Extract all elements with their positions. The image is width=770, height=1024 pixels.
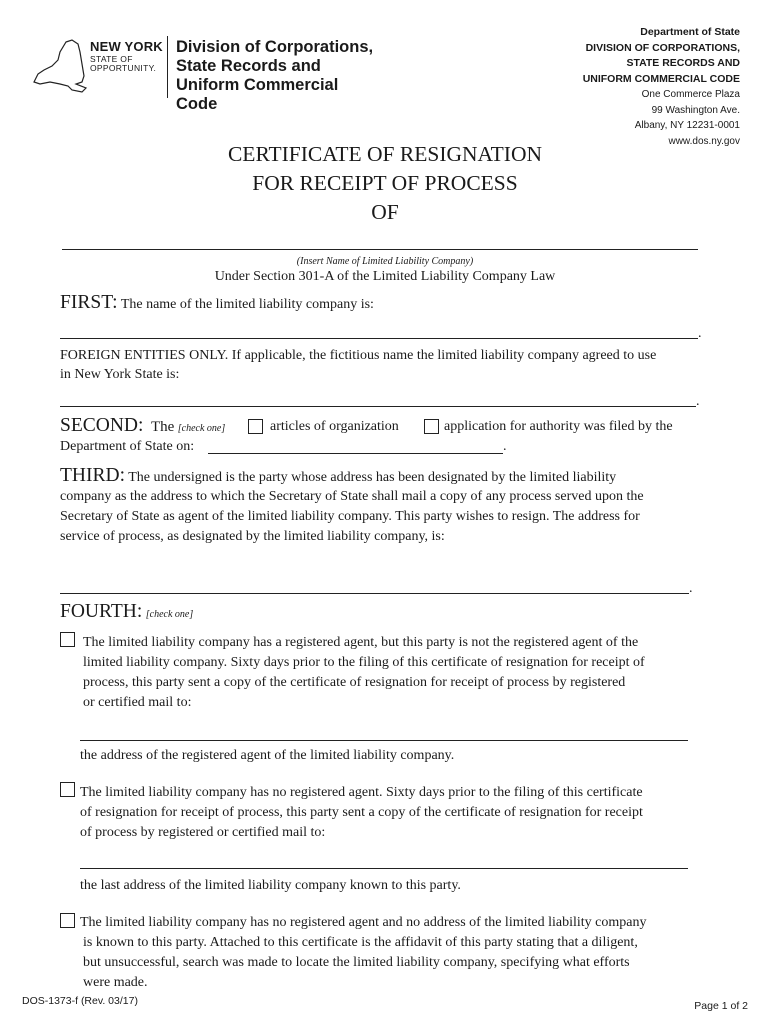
third-line1: The undersigned is the party whose address has been designated by the limited liability [128,470,617,485]
document-title [0,140,770,227]
fourth-section [60,602,193,624]
articles-of-organization-checkbox[interactable] [248,419,263,439]
dept-line6: 99 Washington Ave. [651,104,740,116]
title-line3: OF [371,200,399,224]
fictitious-name-field[interactable] [60,406,696,407]
application-for-authority-label: application for authority was filed by the [444,419,673,434]
fourth-option1 [83,633,723,713]
fourth-option1-caption: the address of the registered agent of the limited liability company. [80,748,455,763]
second-end-mark: . [503,439,507,454]
under-section-text: Under Section 301-A of the Limited Liability Company Law [214,269,556,284]
page-number: Page 1 of 2 [694,1000,748,1012]
fourth-label: FOURTH: [60,601,143,622]
dept-line7: Albany, NY 12231-0001 [634,120,740,131]
articles-of-organization-label: articles of organization [270,419,399,434]
second-the: The [150,419,175,435]
title-line1: CERTIFICATE OF RESIGNATION [227,142,543,166]
third-label: THIRD: [60,465,125,486]
division-name [176,38,382,114]
foreign-line2: in New York State is: [60,367,180,382]
third-line4: service of process, as designated by the limited liability company, is: [60,529,445,544]
fourth-option2-line2: of resignation for receipt of process, this party sent a copy of the certificate of resignation for receipt [80,805,643,820]
dept-line3: STATE RECORDS AND [626,57,740,69]
insert-name-note: (Insert Name of Limited Liability Company) [296,256,474,267]
dept-website: www.dos.ny.gov [668,135,740,147]
company-name-field[interactable] [62,249,698,250]
new-york-state-map-icon [32,38,90,96]
fourth-option1-line2: limited liability company. Sixty days prior to the filing of this certificate of resignation for receipt of [83,655,645,670]
ny-wordmark-title: NEW YORK [90,39,163,54]
form-id: DOS-1373-f (Rev. 03/17) [22,995,138,1007]
service-address-field[interactable] [60,593,689,594]
second-check-one: [check one] [177,423,226,434]
dept-line1: Department of State [640,26,740,38]
division-line1: Division of Corporations, [176,38,374,56]
fourth-check-one: [check one] [145,609,194,620]
title-line2: FOR RECEIPT OF PROCESS [252,171,518,195]
department-address [583,25,740,149]
dept-line5: One Commerce Plaza [641,89,740,100]
dept-line2: DIVISION OF CORPORATIONS, [585,41,740,54]
foreign-line1: FOREIGN ENTITIES ONLY. If applicable, the fictitious name the limited liability company agreed to use [60,348,657,363]
fourth-option3-line1: The limited liability company has no registered agent and no address of the limited liability company [80,915,647,930]
fourth-option3-line3: but unsuccessful, search was made to locate the limited liability company, specifying what efforts [83,955,630,970]
fourth-option2-line3: of process by registered or certified mail to: [80,825,326,840]
registered-agent-checkbox[interactable] [60,632,75,652]
third-line3: Secretary of State as agent of the limited liability company. This party wishes to resign. The address for [60,509,640,524]
division-line2: State Records and [176,57,321,75]
ny-wordmark [90,40,163,72]
fourth-option2 [80,783,730,843]
no-registered-agent-checkbox[interactable] [60,782,75,802]
no-address-checkbox[interactable] [60,913,75,933]
application-for-authority-checkbox[interactable] [424,419,439,439]
second-label: SECOND: [60,415,144,436]
fourth-option2-caption: the last address of the limited liability company known to this party. [80,878,461,893]
first-label: FIRST: [60,292,118,313]
foreign-end-mark: . [696,394,700,409]
ny-wordmark-line3: OPPORTUNITY. [90,62,157,73]
second-section [60,416,225,438]
fourth-option1-line1: The limited liability company has a registered agent, but this party is not the registered agent of the [83,635,639,650]
first-end-mark: . [698,326,702,341]
ny-wordmark-line2: STATE OF [90,54,133,64]
filing-date-field[interactable] [208,453,503,454]
first-section [60,293,374,314]
third-section [60,466,616,487]
first-text: The name of the limited liability company is: [120,297,374,312]
second-line2: Department of State on: [60,439,195,454]
third-line2: company as the address to which the Secretary of State shall mail a copy of any process served upon the [60,489,644,504]
fourth-option3-line4: were made. [83,975,148,990]
first-name-field[interactable] [60,338,698,339]
logo-divider [167,36,168,98]
fourth-option1-line3: process, this party sent a copy of the certificate of resignation for receipt of process by registered [83,675,626,690]
registered-agent-address-field[interactable] [80,740,688,741]
division-line3: Uniform Commercial Code [176,76,339,113]
dept-line4: UNIFORM COMMERCIAL CODE [582,72,740,85]
fourth-option3 [80,913,730,993]
third-end-mark: . [689,581,693,596]
nys-logo [32,30,382,113]
fourth-option2-line1: The limited liability company has no registered agent. Sixty days prior to the filing of this certificate [80,785,643,800]
fourth-option1-line4: or certified mail to: [83,695,192,710]
last-known-address-field[interactable] [80,868,688,869]
fourth-option3-line2: is known to this party. Attached to this certificate is the affidavit of this party stating that a diligent, [83,935,638,950]
